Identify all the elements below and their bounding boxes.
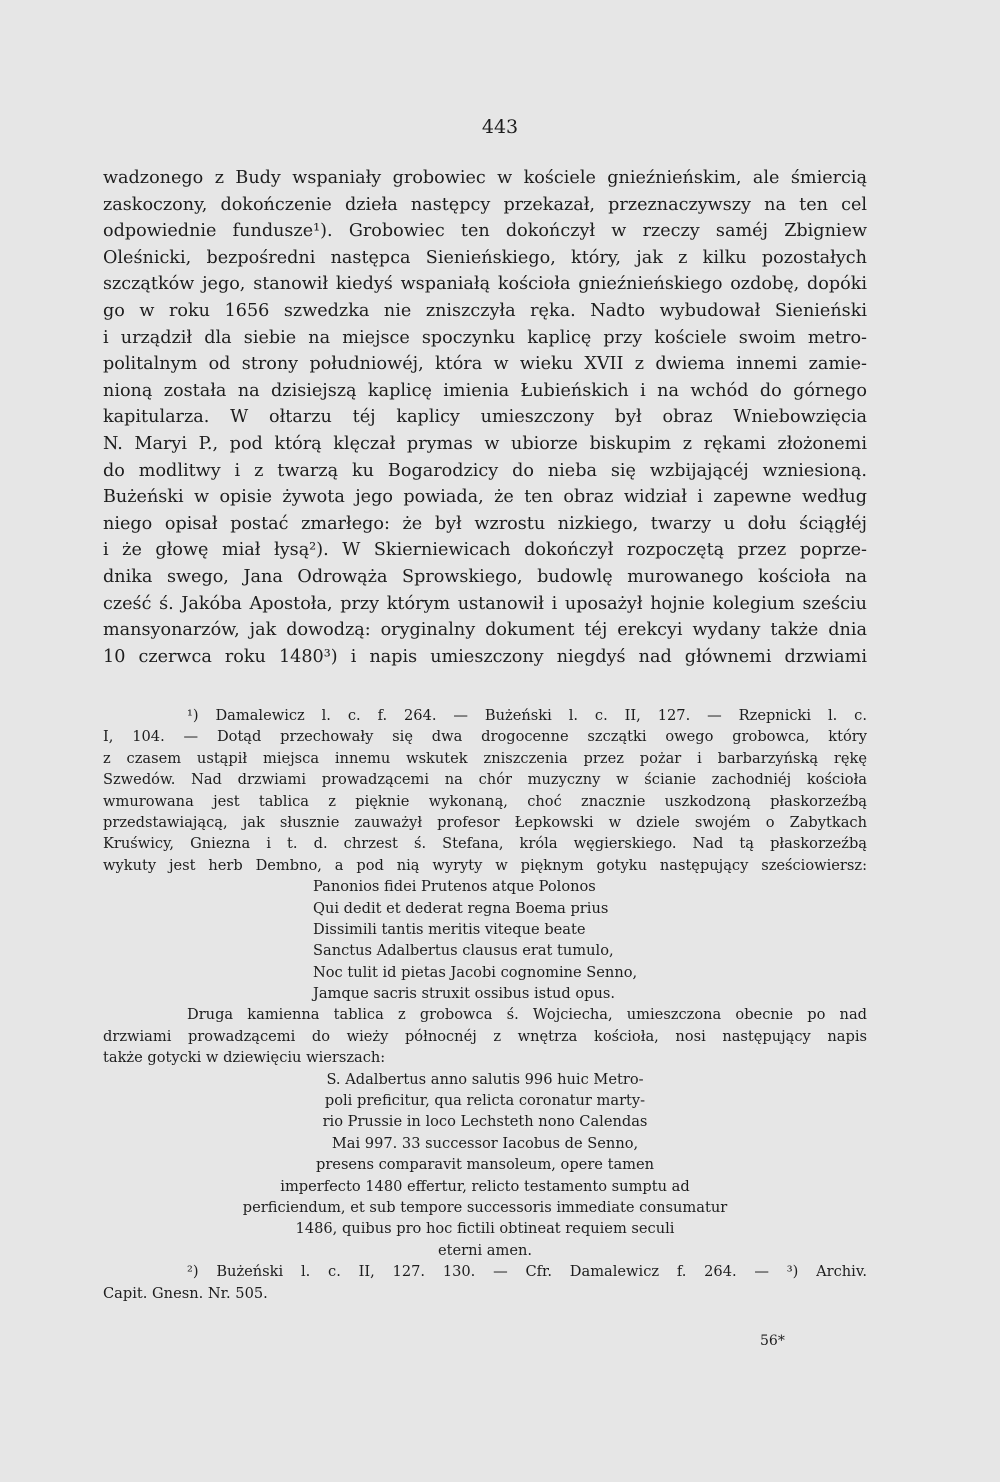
footnote-line: drzwiami prowadzącemi do wieży północnéj z wnętrza kościoła, nosi następujący napis bbox=[103, 1027, 867, 1045]
text-line: nioną została na dzisiejszą kaplicę imienia Łubieńskich i na wchód do górnego bbox=[103, 380, 867, 401]
text-line: politalnym od strony południowéj, która w wieku XVII z dwiema innemi zamie- bbox=[103, 354, 867, 375]
footnote-line: Kruświcy, Gniezna i t. d. chrzest ś. Stefana, króla węgierskiego. Nad tą płaskorzeźbą bbox=[103, 835, 867, 853]
text-line: cześć ś. Jakóba Apostoła, przy którym ustanowił i uposażył hojnie kolegium sześciu bbox=[103, 593, 867, 614]
footnote-line: z czasem ustąpił miejsca innemu wskutek zniszczenia przez pożar i barbarzyńską rękę bbox=[103, 749, 867, 767]
text-line: wadzonego z Budy wspaniały grobowiec w kościele gnieźnieńskim, ale śmiercią bbox=[103, 168, 867, 188]
text-line: odpowiednie fundusze¹). Grobowiec ten dokończył w rzeczy saméj Zbigniew bbox=[103, 221, 867, 242]
printer-signature: 56* bbox=[760, 1333, 785, 1349]
text-line: szczątków jego, stanowił kiedyś wspaniałą kościoła gnieźnieńskiego ozdobę, dopóki bbox=[103, 274, 867, 295]
footnote-line: wmurowana jest tablica z pięknie wykonaną, choć znacznie uszkodzoną płaskorzeźbą bbox=[103, 792, 867, 810]
inscription-line: 1486, quibus pro hoc fictili obtineat requiem seculi bbox=[295, 1220, 675, 1238]
main-text bbox=[103, 165, 867, 670]
text-line: 10 czerwca roku 1480³) i napis umieszczony niegdyś nad głównemi drzwiami bbox=[103, 646, 867, 667]
text-line: Oleśnicki, bezpośredni następca Sienieńskiego, który, jak z kilku pozostałych bbox=[103, 247, 867, 268]
inscription-line: Noc tulit id pietas Jacobi cognomine Senno, bbox=[313, 963, 638, 981]
text-line: kapitularza. W ołtarzu téj kaplicy umieszczony był obraz Wniebowzięcia bbox=[103, 407, 867, 428]
inscription-line: perficiendum, et sub tempore successoris immediate consumatur bbox=[242, 1198, 728, 1216]
footnote-line: Druga kamienna tablica z grobowca ś. Wojciecha, umieszczona obecnie po nad bbox=[187, 1006, 867, 1024]
text-line: do modlitwy i z twarzą ku Bogarodzicy do nieba się wzbijającéj wzniesioną. bbox=[103, 460, 867, 481]
inscription-line: rio Prussie in loco Lechsteth nono Calendas bbox=[322, 1113, 648, 1131]
footnote-line: Szwedów. Nad drzwiami prowadzącemi na chór muzyczny w ścianie zachodniéj kościoła bbox=[103, 771, 867, 789]
inscription-line: eterni amen. bbox=[437, 1241, 533, 1259]
inscription-line: Dissimili tantis meritis viteque beate bbox=[313, 920, 586, 938]
text-line: niego opisał postać zmarłego: że był wzrostu nizkiego, twarzy u dołu ściągłéj bbox=[103, 513, 867, 534]
inscription-line: poli preficitur, qua relicta coronatur marty- bbox=[324, 1092, 646, 1110]
inscription-line: imperfecto 1480 effertur, relicto testamento sumptu ad bbox=[280, 1177, 690, 1195]
footnotes bbox=[103, 705, 867, 1304]
text-line: i urządził dla siebie na miejsce spoczynku kaplicę przy kościele swoim metro- bbox=[103, 327, 867, 348]
inscription-line: S. Adalbertus anno salutis 996 huic Metro- bbox=[326, 1070, 644, 1088]
inscription-line: Qui dedit et dederat regna Boema prius bbox=[313, 899, 609, 917]
inscription-line: Sanctus Adalbertus clausus erat tumulo, bbox=[313, 942, 614, 960]
inscription-line: presens comparavit mansoleum, opere tamen bbox=[315, 1156, 655, 1174]
text-line: i że głowę miał łysą²). W Skierniewicach dokończył rozpoczętą przez poprze- bbox=[103, 540, 867, 561]
inscription-line: Mai 997. 33 successor Iacobus de Senno, bbox=[331, 1134, 639, 1152]
text-line: N. Maryi P., pod którą klęczał prymas w ubiorze biskupim z rękami złożonemi bbox=[103, 433, 867, 454]
inscription-line: Panonios fidei Prutenos atque Polonos bbox=[313, 878, 596, 896]
text-line: mansyonarzów, jak dowodzą: oryginalny dokument téj erekcyi wydany także dnia bbox=[103, 620, 867, 641]
text-line: dnika swego, Jana Odrowąża Sprowskiego, budowlę murowanego kościoła na bbox=[103, 566, 867, 587]
footnote-line: przedstawiającą, jak słusznie zauważył profesor Łepkowski w dziele swojém o Zabytkach bbox=[103, 813, 867, 831]
footnote-line: ¹) Damalewicz l. c. f. 264. — Bużeński l. c. II, 127. — Rzepnicki l. c. bbox=[187, 707, 867, 724]
text-line: zaskoczony, dokończenie dzieła następcy przekazał, przeznaczywszy na ten cel bbox=[103, 194, 867, 215]
footnote-line: wykuty jest herb Dembno, a pod nią wyryty w pięknym gotyku następujący sześciowiersz: bbox=[103, 856, 867, 874]
footnote-line: I, 104. — Dotąd przechowały się dwa drogocenne szczątki owego grobowca, który bbox=[103, 728, 867, 746]
footnote-line: Capit. Gnesn. Nr. 505. bbox=[103, 1284, 268, 1302]
page-number: 443 bbox=[481, 116, 519, 138]
footnote-line: ²) Bużeński l. c. II, 127. 130. — Cfr. Damalewicz f. 264. — ³) Archiv. bbox=[187, 1263, 867, 1281]
footnote-line: także gotycki w dziewięciu wierszach: bbox=[103, 1049, 386, 1067]
inscription-line: Jamque sacris struxit ossibus istud opus. bbox=[313, 985, 616, 1003]
text-line: Bużeński w opisie żywota jego powiada, że ten obraz widział i zapewne według bbox=[103, 487, 867, 508]
text-line: go w roku 1656 szwedzka nie zniszczyła ręka. Nadto wybudował Sienieński bbox=[103, 300, 867, 321]
